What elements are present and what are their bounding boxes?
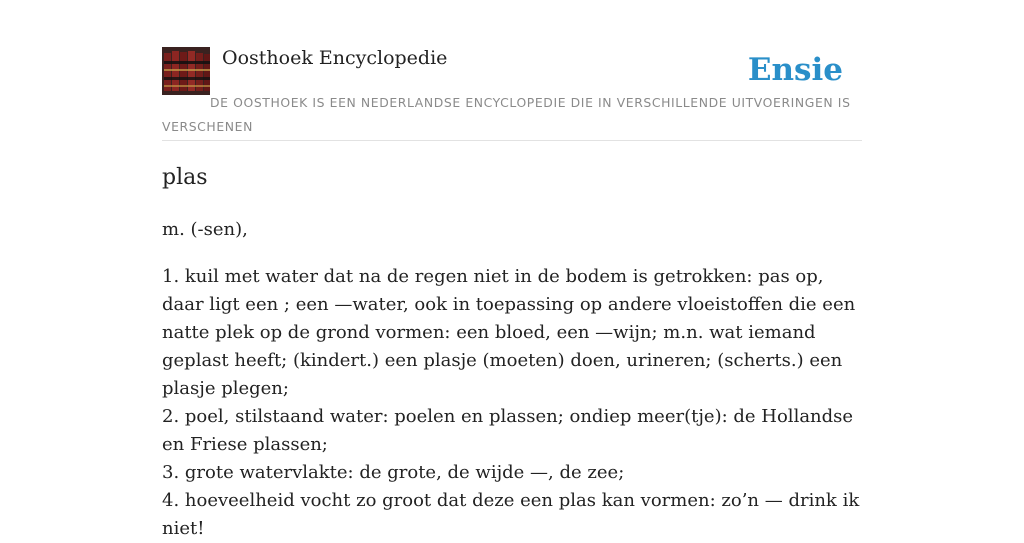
book-spines-icon — [162, 47, 210, 95]
entry-headword: plas — [162, 165, 208, 190]
definition-item: 2. poel, stilstaand water: poelen en plassen; ondiep meer(tje): de Hollandse en Friese plassen; — [162, 406, 854, 455]
source-header — [162, 0, 862, 141]
entry-definitions — [162, 263, 862, 543]
entry-grammar: m. (-sen), — [162, 219, 248, 240]
ensie-logo-link[interactable]: Ensie — [747, 52, 843, 88]
source-description: DE OOSTHOEK IS EEN NEDERLANDSE ENCYCLOPEDIE DIE IN VERSCHILLENDE UITVOERINGEN IS VERSCHENEN — [162, 95, 851, 134]
definition-item: 3. grote watervlakte: de grote, de wijde —, de zee; — [162, 462, 625, 483]
page-container — [162, 0, 862, 539]
definition-item: 4. hoeveelheid vocht zo groot dat deze een plas kan vormen: zo’n — drink ik niet! — [162, 490, 860, 539]
source-avatar[interactable] — [162, 47, 210, 95]
definition-item: 1. kuil met water dat na de regen niet in de bodem is getrokken: pas op, daar ligt een ; een —water, ook in toepassing op andere vloeistoffen die een natte plek op de grond vormen: een bloed, een —wijn; m.n. wat iemand geplast heeft; (kindert.) een plasje (moeten) doen, urineren; (scherts.) een plasje plegen; — [162, 266, 856, 399]
source-name[interactable]: Oosthoek Encyclopedie — [222, 47, 448, 69]
